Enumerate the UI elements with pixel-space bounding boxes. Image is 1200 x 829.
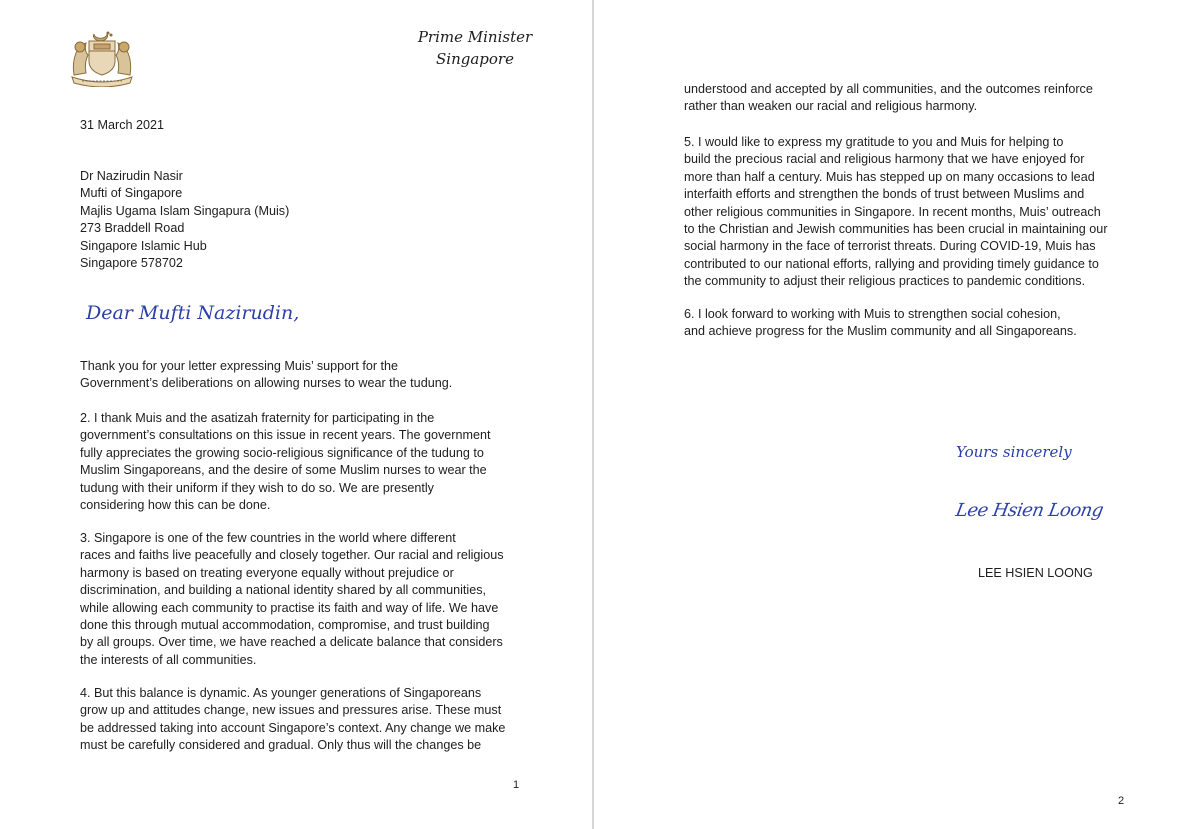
paragraph-2: 2. I thank Muis and the asatizah fraternity for participating in the government’s consultations on this issue in recent years. The government fully appreciates the growing socio-religious significance of the tudung to Muslim Singaporeans, and the desire of some Muslim nurses to wear the tudung with their uniform if they wish to do so. We are presently considering how this can be done. <box>80 411 491 513</box>
letter-date: 31 March 2021 <box>80 118 165 132</box>
letterhead <box>390 26 560 70</box>
paragraph-5: 5. I would like to express my gratitude to you and Muis for helping to build the precious racial and religious harmony that we have enjoyed for more than half a century. Muis has stepped up on many occasions to lead interfaith efforts and strengthen the bonds of trust between Muslims and other religious communities in Singapore. In recent months, Muis’ outreach to the Christian and Jewish communities has been crucial in maintaining our social harmony in the face of terrorist threats. During COVID-19, Muis has contributed to our national efforts, rallying and providing timely guidance to the community to adjust their religious practices to pandemic conditions. <box>684 135 1108 289</box>
page-number: 1 <box>513 779 520 791</box>
paragraph-1: Thank you for your letter expressing Muis’ support for the Government’s deliberations on allowing nurses to wear the tudung. <box>80 359 453 391</box>
address-line: Mufti of Singapore <box>80 186 183 201</box>
handwritten-salutation: Dear Mufti Nazirudin, <box>86 302 300 324</box>
address-line: Majlis Ugama Islam Singapura (Muis) <box>80 203 290 218</box>
paragraph-4: 4. But this balance is dynamic. As younger generations of Singaporeans grow up and attitudes change, new issues and pressures arise. These must be addressed taking into account Singapore’s context. Any change we make must be carefully considered and gradual. Only thus will the changes be <box>80 686 506 753</box>
page-number: 2 <box>1118 795 1125 807</box>
signature: Lee Hsien Loong <box>954 500 1105 521</box>
coat-of-arms-icon <box>64 25 140 87</box>
paragraph-6: 6. I look forward to working with Muis to strengthen social cohesion, and achieve progress for the Muslim community and all Singaporeans. <box>684 307 1077 339</box>
paragraph-4-continued: understood and accepted by all communities, and the outcomes reinforce rather than weaken our racial and religious harmony. <box>684 82 1093 114</box>
address-line: Singapore Islamic Hub <box>80 238 207 253</box>
letter-page-2 <box>594 0 1200 829</box>
signatory-name: LEE HSIEN LOONG <box>978 566 1093 580</box>
letterhead-country: Singapore <box>436 50 514 68</box>
address-line: Dr Nazirudin Nasir <box>80 169 183 183</box>
paragraph-3: 3. Singapore is one of the few countries in the world where different races and faiths live peacefully and closely together. Our racial and religious harmony is based on treating everyone equally without prejudice or discrimination, and building a national identity shared by all communities, while allowing each community to practise its faith and way of life. We have done this through mutual accommodation, compromise, and trust building by all groups. Over time, we have reached a delicate balance that considers the interests of all communities. <box>80 531 504 667</box>
handwritten-closing: Yours sincerely <box>956 443 1072 461</box>
letterhead-title: Prime Minister <box>417 28 533 46</box>
address-line: Singapore 578702 <box>80 256 183 270</box>
letter-page-1 <box>0 0 592 829</box>
address-line: 273 Braddell Road <box>80 221 185 236</box>
